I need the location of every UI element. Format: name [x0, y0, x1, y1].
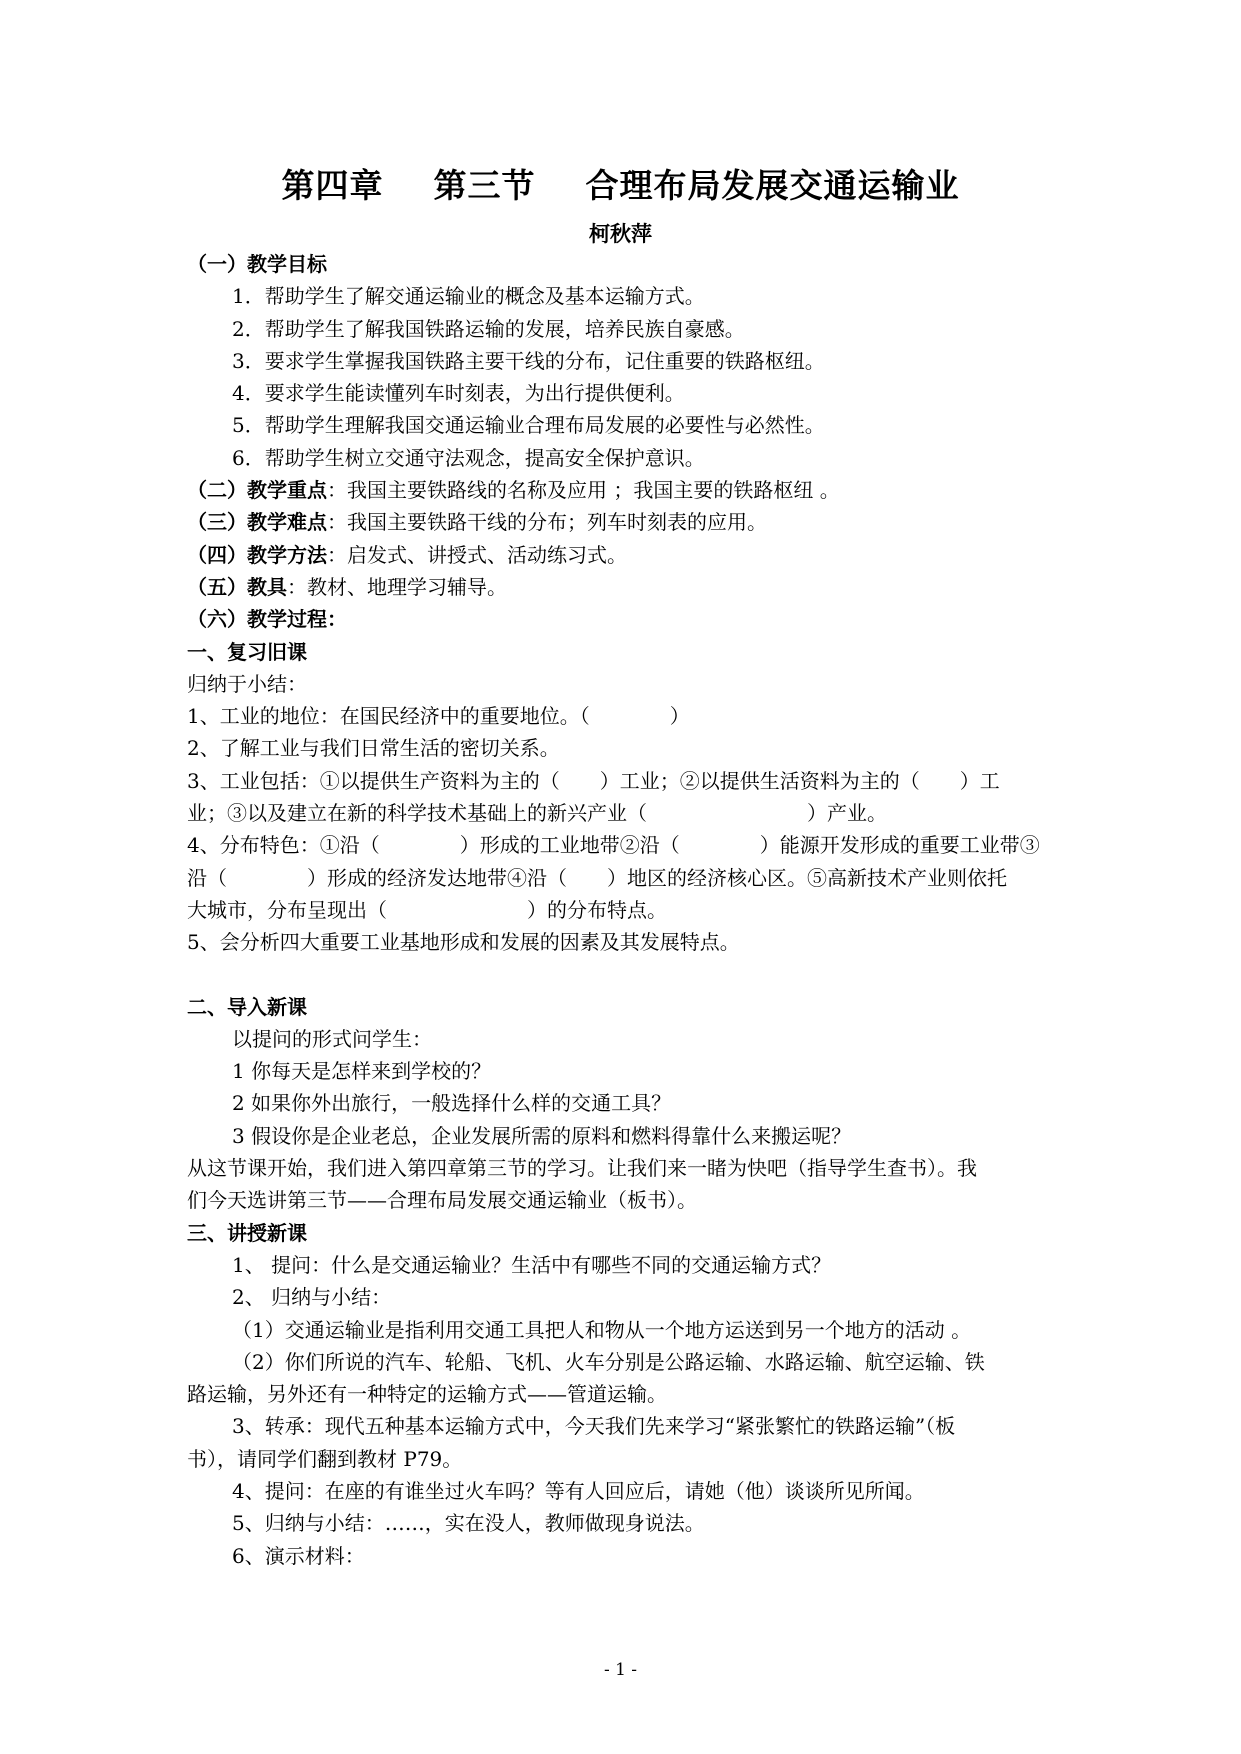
spacer	[187, 959, 1077, 991]
document-title	[0, 160, 1241, 207]
section3-subitem-cont: 路运输，另外还有一种特定的运输方式——管道运输。	[187, 1382, 667, 1407]
objective-item: 4．要求学生能读懂列车时刻表，为出行提供便利。	[232, 381, 685, 406]
section1-line: 2、了解工业与我们日常生活的密切关系。	[187, 736, 560, 761]
question-item: 2 如果你外出旅行，一般选择什么样的交通工具？	[232, 1091, 672, 1116]
tools-text: ：教材、地理学习辅导。	[287, 574, 507, 599]
key-points-label: （二）教学重点	[187, 478, 327, 503]
objective-item: 5．帮助学生理解我国交通运输业合理布局发展的必要性与必然性。	[232, 413, 825, 438]
section1-line: 归纳于小结：	[187, 671, 307, 696]
section2-intro: 以提问的形式问学生：	[232, 1026, 432, 1051]
section1-line: 5、会分析四大重要工业基地形成和发展的因素及其发展特点。	[187, 930, 740, 955]
title-section: 第三节	[433, 166, 536, 205]
difficulties	[187, 506, 1077, 538]
section2-closing: 们今天选讲第三节——合理布局发展交通运输业（板书）。	[187, 1188, 697, 1213]
title-topic: 合理布局发展交通运输业	[585, 166, 960, 205]
section2-heading: 二、导入新课	[187, 994, 307, 1019]
title-chapter: 第四章	[281, 166, 384, 205]
methods-text: ：启发式、讲授式、活动练习式。	[327, 542, 627, 567]
section1-line: 4、分布特色：①沿（ ）形成的工业地带②沿（ ）能源开发形成的重要工业带③	[187, 833, 1040, 858]
question-item: 3 假设你是企业老总，企业发展所需的原料和燃料得靠什么来搬运呢？	[232, 1123, 852, 1148]
objective-item: 1．帮助学生了解交通运输业的概念及基本运输方式。	[232, 284, 705, 309]
objective-item: 6．帮助学生树立交通守法观念，提高安全保护意识。	[232, 445, 705, 470]
objectives-heading: （一）教学目标	[187, 252, 327, 276]
key-points-text: ：我国主要铁路线的名称及应用 ；我国主要的铁路枢纽 。	[327, 478, 840, 503]
process-heading: （六）教学过程：	[187, 607, 347, 632]
section3-item-cont: 书），请同学们翻到教材 P79。	[187, 1446, 463, 1471]
tools	[187, 571, 1077, 603]
section1-heading: 一、复习旧课	[187, 639, 307, 664]
methods	[187, 539, 1077, 571]
section3-item: 6、演示材料：	[232, 1543, 365, 1568]
difficulties-text: ：我国主要铁路干线的分布；列车时刻表的应用。	[327, 510, 767, 535]
tools-label: （五）教具	[187, 574, 287, 599]
objective-item: 3．要求学生掌握我国铁路主要干线的分布，记住重要的铁路枢纽。	[232, 348, 825, 373]
section1-line: 沿（ ）形成的经济发达地带④沿（ ）地区的经济核心区。⑤高新技术产业则依托	[187, 865, 1007, 890]
objective-item: 2．帮助学生了解我国铁路运输的发展，培养民族自豪感。	[232, 316, 745, 341]
author: 柯秋萍	[589, 221, 652, 246]
key-points	[187, 474, 1077, 506]
section2-closing: 从这节课开始，我们进入第四章第三节的学习。让我们来一睹为快吧（指导学生查书）。我	[187, 1156, 977, 1181]
question-item: 1 你每天是怎样来到学校的？	[232, 1059, 492, 1084]
section3-item: 5、归纳与小结：……，实在没人，教师做现身说法。	[232, 1511, 705, 1536]
section3-item: 2、 归纳与小结：	[232, 1285, 392, 1310]
section3-heading: 三、讲授新课	[187, 1220, 307, 1245]
section3-item: 4、提问：在座的有谁坐过火车吗？等有人回应后，请她（他）谈谈所见所闻。	[232, 1478, 925, 1503]
section1-line: 1、工业的地位：在国民经济中的重要地位。（ ）	[187, 704, 690, 729]
section3-subitem: （2）你们所说的汽车、轮船、飞机、火车分别是公路运输、水路运输、航空运输、铁	[232, 1349, 985, 1374]
document-body	[187, 248, 1077, 1572]
methods-label: （四）教学方法	[187, 542, 327, 567]
page-number: - 1 -	[603, 1660, 638, 1680]
section3-item: 1、 提问：什么是交通运输业？生活中有哪些不同的交通运输方式？	[232, 1252, 832, 1277]
section3-item: 3、转承：现代五种基本运输方式中，今天我们先来学习“紧张繁忙的铁路运输”（板	[232, 1414, 956, 1439]
section1-line: 大城市，分布呈现出（ ）的分布特点。	[187, 897, 667, 922]
difficulties-label: （三）教学难点	[187, 510, 327, 535]
section3-subitem: （1）交通运输业是指利用交通工具把人和物从一个地方运送到另一个地方的活动 。	[232, 1317, 972, 1342]
section1-line: 业；③以及建立在新的科学技术基础上的新兴产业（ ）产业。	[187, 801, 887, 826]
section1-line: 3、工业包括：①以提供生产资料为主的（ ）工业；②以提供生活资料为主的（ ）工	[187, 768, 1000, 793]
